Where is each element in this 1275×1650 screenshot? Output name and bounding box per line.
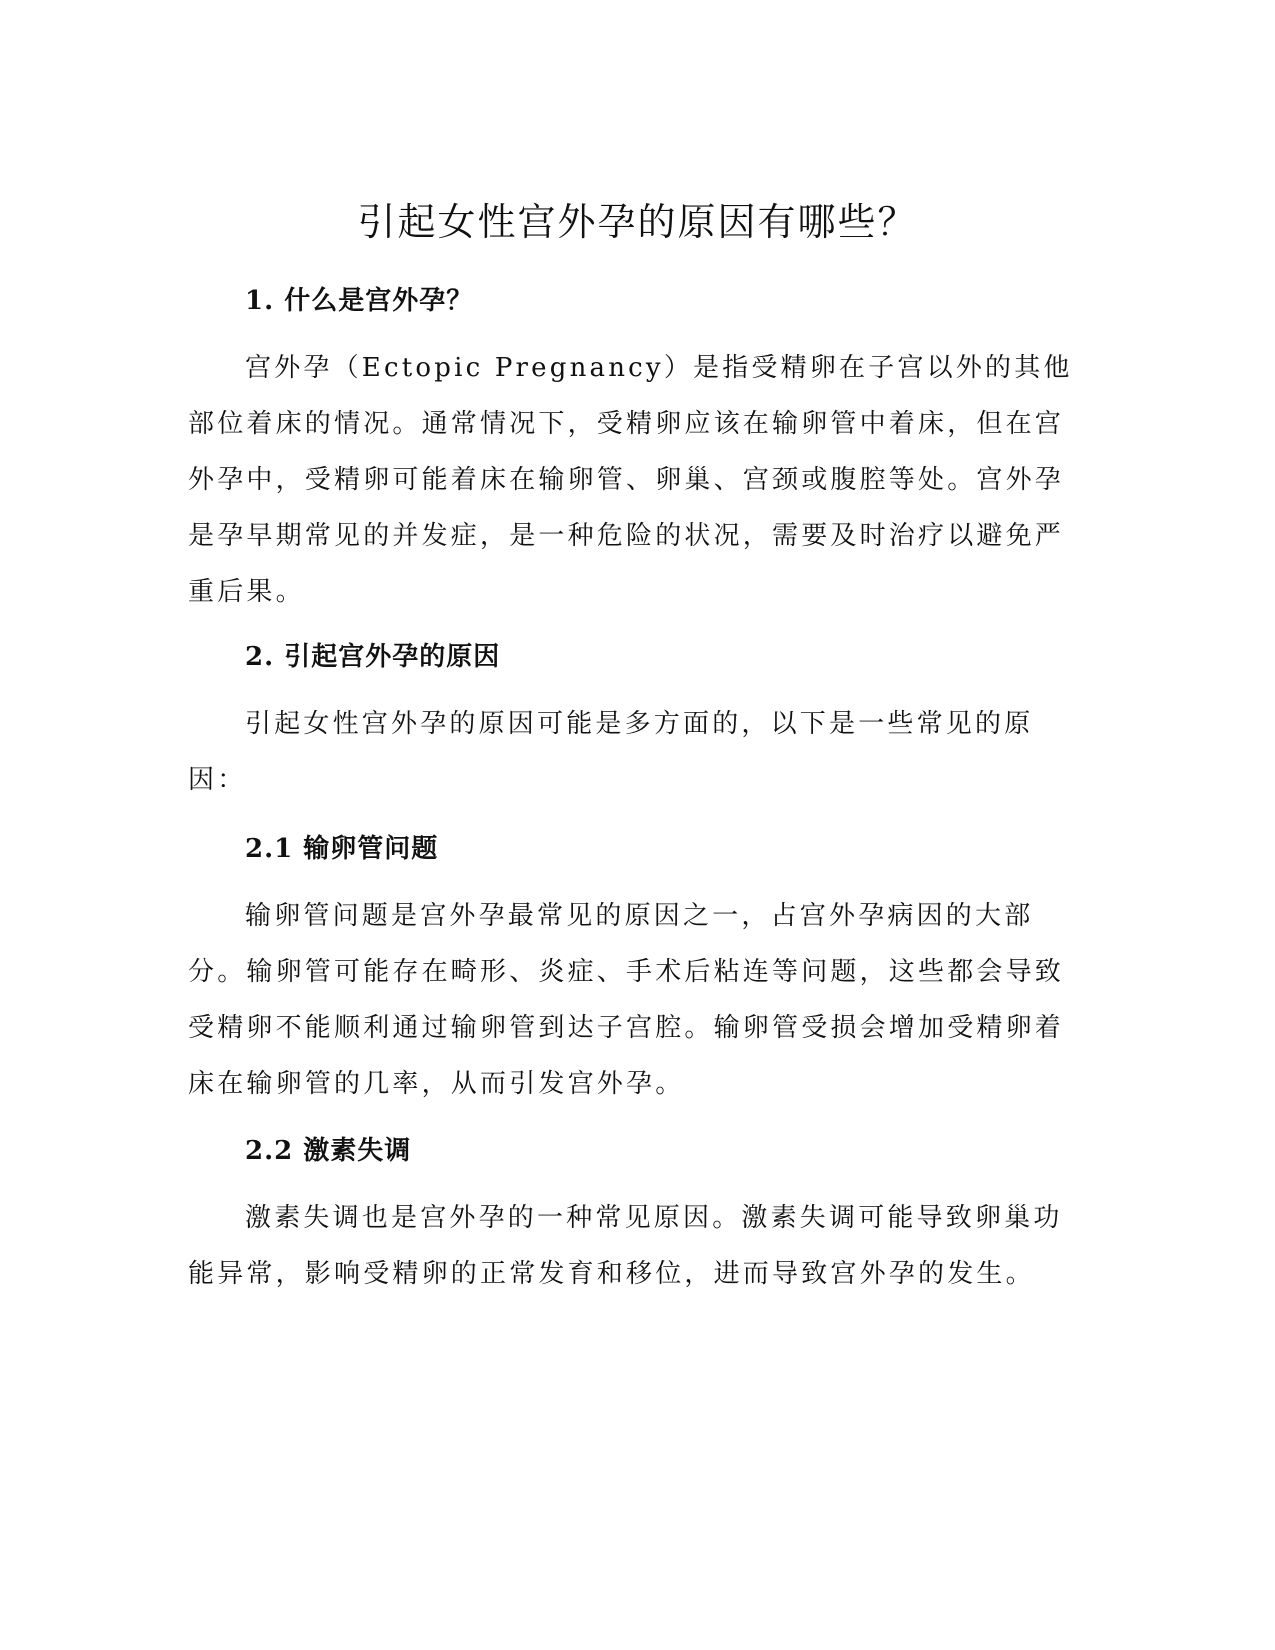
section-paragraph-fallopian-tube: 输卵管问题是宫外孕最常见的原因之一，占宫外孕病因的大部分。输卵管可能存在畸形、炎症、手术后粘连等问题，这些都会导致受精卵不能顺利通过输卵管到达子宫腔。输卵管受损会增加受精卵着床在输卵管的几率，从而引发宫外孕。 [188,901,1065,1099]
section-heading-what-is: 1. 什么是宫外孕？ [245,286,474,316]
section-paragraph-hormone: 激素失调也是宫外孕的一种常见原因。激素失调可能导致卵巢功能异常，影响受精卵的正常发育和移位，进而导致宫外孕的发生。 [188,1203,1063,1289]
section-heading-fallopian-tube: 2.1 输卵管问题 [245,834,439,864]
section-paragraph-what-is: 宫外孕（Ectopic Pregnancy）是指受精卵在子宫以外的其他部位着床的情况。通常情况下，受精卵应该在输卵管中着床，但在宫外孕中，受精卵可能着床在输卵管、卵巢、宫颈或腹腔等处。宫外孕是孕早期常见的并发症，是一种危险的状况，需要及时治疗以避免严重后果。 [188,353,1073,607]
document-title: 引起女性宫外孕的原因有哪些？ [357,200,918,244]
section-heading-hormone: 2.2 激素失调 [245,1136,412,1166]
section-paragraph-causes: 引起女性宫外孕的原因可能是多方面的，以下是一些常见的原因： [188,709,1034,795]
section-heading-causes: 2. 引起宫外孕的原因 [245,642,501,672]
